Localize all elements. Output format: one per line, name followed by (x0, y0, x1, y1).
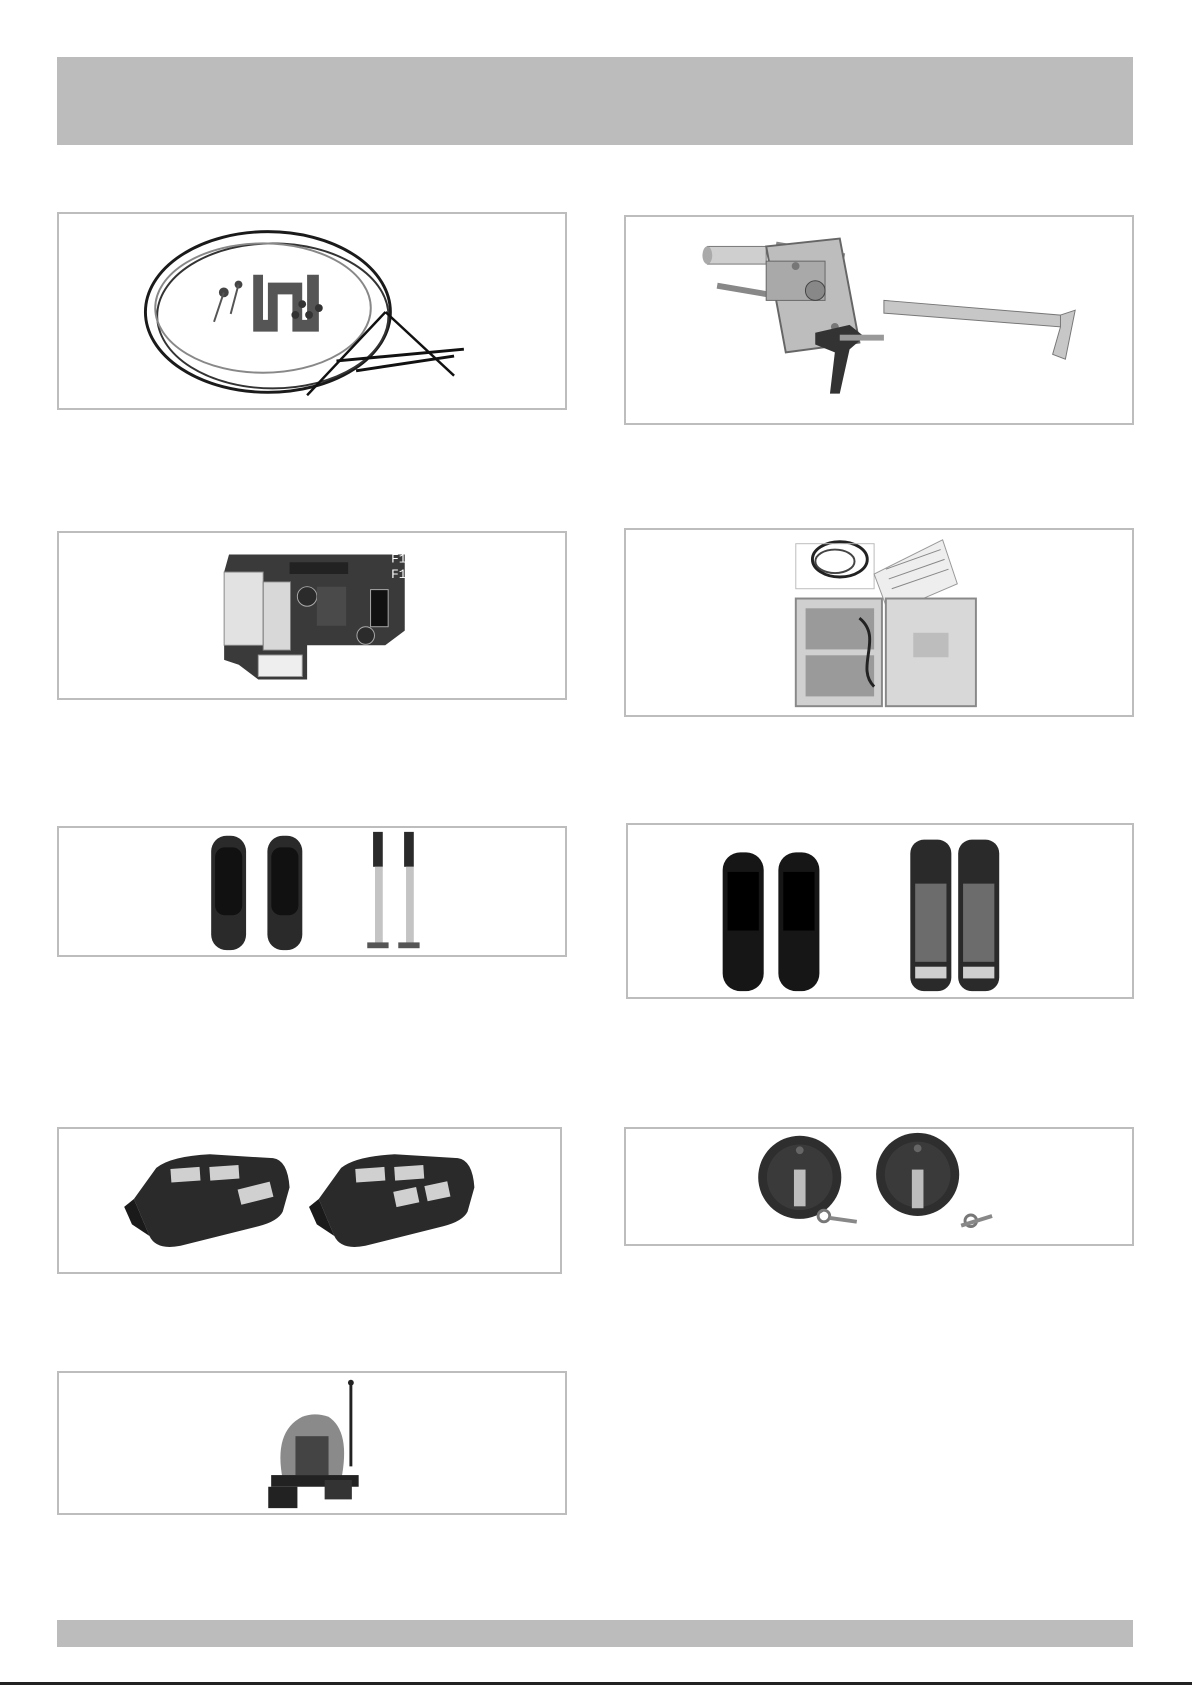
page-footer-band (57, 1620, 1133, 1647)
board-label-f1: F1 (391, 551, 407, 567)
flashing-lamp-icon (59, 1373, 565, 1513)
board-label-f15a: F15A (391, 566, 422, 582)
accessory-card-battery-kit (624, 528, 1134, 717)
photocell-open-icon (628, 825, 1132, 997)
accessory-card-photocells-posts (57, 826, 567, 957)
circuit-board-icon (59, 533, 565, 698)
accessory-card-release-cable (57, 212, 567, 410)
release-cable-kit-icon (59, 214, 565, 408)
battery-box-icon (626, 530, 1132, 715)
accessory-card-key-release (624, 215, 1134, 425)
page-header-band (57, 57, 1133, 145)
accessory-card-control-board (57, 531, 567, 700)
photocell-pair-icon (59, 828, 565, 955)
key-switch-icon (626, 1129, 1132, 1244)
remote-control-icon (59, 1129, 560, 1272)
accessory-card-photocells-open (626, 823, 1134, 999)
accessory-card-flashing-lamp (57, 1371, 567, 1515)
accessory-card-remote-controls (57, 1127, 562, 1274)
accessory-card-key-selectors (624, 1127, 1134, 1246)
key-release-lock-icon (626, 217, 1132, 423)
